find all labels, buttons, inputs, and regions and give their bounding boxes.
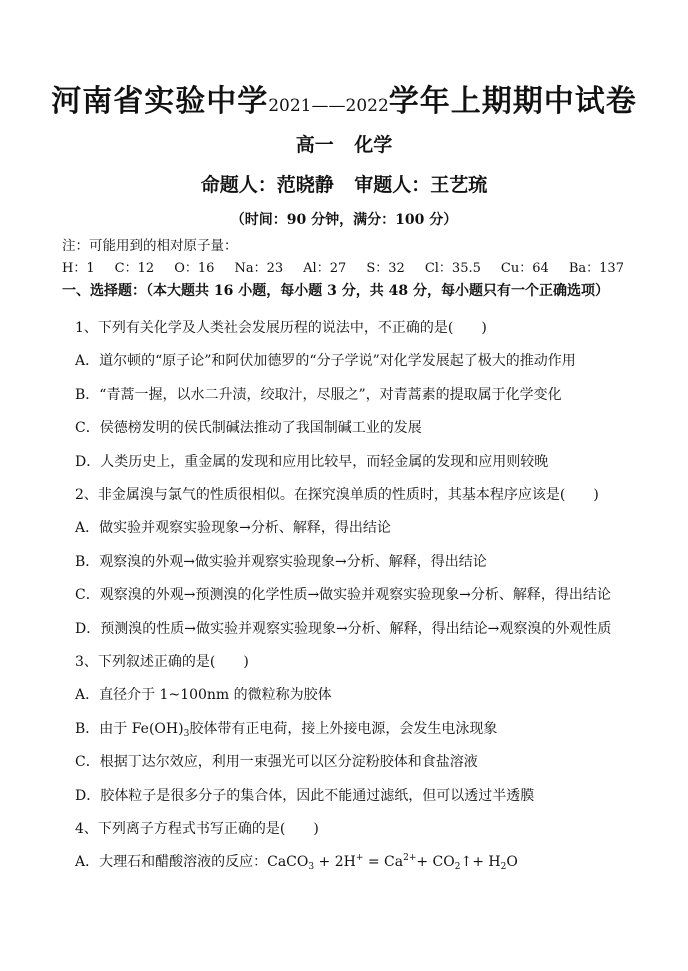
equation-text: + 2H xyxy=(314,854,356,870)
atomic-mass-item: H：1 xyxy=(62,261,95,276)
question-1-option-d: D．人类历史上，重金属的发现和应用比较早，而轻金属的发现和应用则较晚 xyxy=(75,454,549,470)
atomic-mass-item: Na：23 xyxy=(234,261,284,276)
exam-authors: 命题人：范晓静 审题人：王艺琉 xyxy=(200,174,488,196)
question-3-option-c: C．根据丁达尔效应，利用一束强光可以区分淀粉胶体和食盐溶液 xyxy=(75,754,478,770)
question-stem-3: 3、下列叙述正确的是( ) xyxy=(75,654,249,670)
question-stem-4: 4、下列离子方程式书写正确的是( ) xyxy=(75,821,319,837)
subscript: 2 xyxy=(500,862,507,872)
question-1-option-c: C．侯德榜发明的侯氏制碱法推动了我国制碱工业的发展 xyxy=(75,420,422,436)
option-text: 胶体带有正电荷，接上外接电源，会发生电泳现象 xyxy=(189,721,498,737)
superscript: + xyxy=(355,853,364,863)
question-3-option-a: A．直径介于 1~100nm 的微粒称为胶体 xyxy=(75,687,332,703)
question-4-option-a xyxy=(75,851,518,872)
title-school: 河南省实验中学 xyxy=(51,84,269,119)
question-1-option-b: B．“青蒿一握，以水二升渍，绞取汁，尽服之”，对青蒿素的提取属于化学变化 xyxy=(75,387,562,403)
subscript: 2 xyxy=(454,862,461,872)
exam-subject: 高一 化学 xyxy=(295,134,393,156)
question-2-option-c: C．观察溴的外观→预测溴的化学性质→做实验并观察实验现象→分析、解释，得出结论 xyxy=(75,587,611,603)
atomic-mass-item: Ba：137 xyxy=(568,261,624,276)
question-1-option-a: A．道尔顿的“原子论”和阿伏加德罗的“分子学说”对化学发展起了极大的推动作用 xyxy=(75,353,576,369)
question-2-option-d: D．预测溴的性质→做实验并观察实验现象→分析、解释，得出结论→观察溴的外观性质 xyxy=(75,621,612,637)
exam-time-info: （时间：90 分钟，满分：100 分） xyxy=(230,212,458,228)
title-years: 2021——2022 xyxy=(268,96,389,116)
equation-text: ↑+ H xyxy=(460,854,501,870)
question-3-option-b xyxy=(75,718,497,739)
subscript: 3 xyxy=(183,729,190,739)
question-3-option-d: D．胶体粒子是很多分子的集合体，因此不能通过滤纸，但可以透过半透膜 xyxy=(75,788,535,804)
subscript: 3 xyxy=(308,862,315,872)
question-2-option-b: B．观察溴的外观→做实验并观察实验现象→分析、解释，得出结论 xyxy=(75,554,487,570)
atomic-mass-item: S：32 xyxy=(366,261,405,276)
equation-text: = Ca xyxy=(363,854,404,870)
equation-text: A．大理石和醋酸溶液的反应：CaCO xyxy=(75,854,309,870)
atomic-mass-item: O：16 xyxy=(174,261,215,276)
exam-title xyxy=(0,76,688,120)
atomic-mass-item: C：12 xyxy=(114,261,155,276)
atomic-mass-note: 注：可能用到的相对原子量： xyxy=(62,238,238,254)
option-text: B．由于 Fe(OH) xyxy=(75,721,184,737)
equation-text: O xyxy=(506,854,518,870)
atomic-mass-list xyxy=(62,257,624,276)
title-term: 学年上期期中试卷 xyxy=(388,84,637,119)
question-stem-1: 1、下列有关化学及人类社会发展历程的说法中，不正确的是( ) xyxy=(75,320,487,336)
superscript: 2+ xyxy=(403,853,417,863)
section-title: 一、选择题：（本大题共 16 小题，每小题 3 分，共 48 分，每小题只有一个正确选项） xyxy=(62,283,609,299)
question-stem-2: 2、非金属溴与氯气的性质很相似。在探究溴单质的性质时，其基本程序应该是( ) xyxy=(75,487,599,503)
atomic-mass-item: Al：27 xyxy=(303,261,347,276)
question-2-option-a: A．做实验并观察实验现象→分析、解释，得出结论 xyxy=(75,520,391,536)
atomic-mass-item: Cu：64 xyxy=(500,261,549,276)
equation-text: + CO xyxy=(416,854,455,870)
atomic-mass-item: Cl：35.5 xyxy=(424,261,481,276)
